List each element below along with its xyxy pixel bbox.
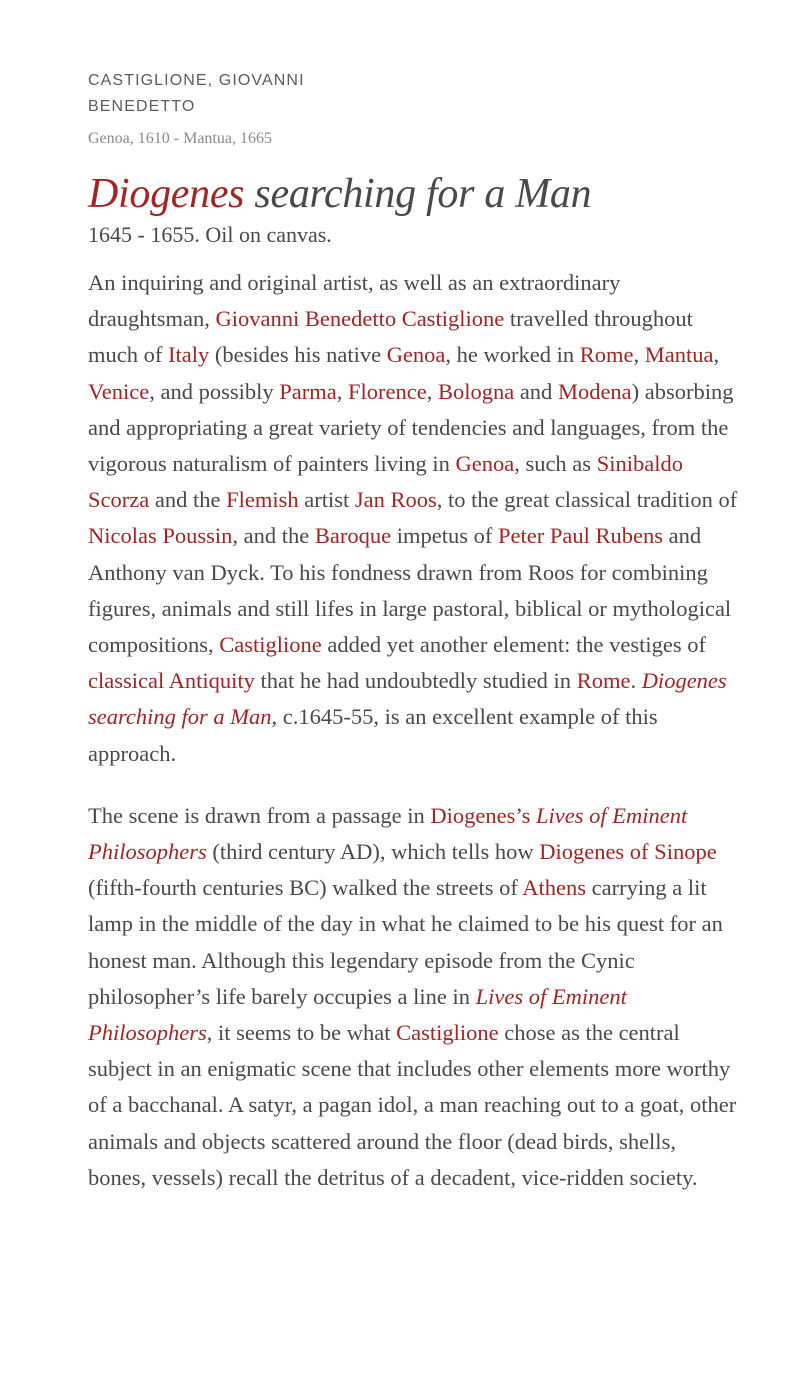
- text: travelled throughout much of: [88, 306, 693, 368]
- text: An inquiring and original artist, as well as an extraordinary draughtsman,: [88, 270, 621, 332]
- text: (besides his native: [209, 342, 387, 368]
- text: .: [630, 668, 642, 694]
- artist-name[interactable]: [88, 68, 368, 120]
- link-jan-roos[interactable]: Jan Roos: [354, 487, 437, 513]
- link-diogenes-searching-for-a-man[interactable]: Diogenes searching for a Man: [88, 668, 727, 730]
- artist-dates: Genoa, 1610 - Mantua, 1665: [88, 130, 272, 147]
- link-lives-of-eminent-philosophers[interactable]: Lives of Eminent Philosophers: [88, 983, 627, 1046]
- text: and: [514, 378, 558, 404]
- artwork-title: [88, 170, 738, 218]
- description-paragraph-2: [88, 798, 738, 1196]
- link-genoa[interactable]: Genoa: [455, 451, 515, 477]
- text: ,: [336, 378, 348, 404]
- link-giovanni-benedetto-castiglione[interactable]: Giovanni Benedetto Castiglione: [215, 306, 505, 332]
- text: chose as the central subject in an enigmatic scene that includes other elements more worthy of a bacchanal. A satyr, a pagan idol, a man reaching out to a goat, other animals and objects scattered around the floor (dead birds, shells, bones, vessels) recall the detritus of a decadent, vice-ridden society.: [88, 1020, 737, 1190]
- text: , and the: [232, 523, 315, 549]
- link-castiglione[interactable]: Castiglione: [396, 1020, 499, 1046]
- artist-name-line1[interactable]: CASTIGLIONE, GIOVANNI: [88, 72, 305, 89]
- link-flemish[interactable]: Flemish: [226, 487, 299, 513]
- text: , he worked in: [445, 342, 580, 368]
- text: , and possibly: [149, 378, 280, 404]
- link-athens[interactable]: Athens: [522, 875, 586, 901]
- text: ) absorbing and appropriating a great variety of tendencies and languages, from the vigorous naturalism of painters living in: [88, 378, 734, 477]
- link-nicolas-poussin[interactable]: Nicolas Poussin: [88, 523, 233, 549]
- text: and Anthony van Dyck. To his fondness drawn from Roos for combining figures, animals and still lifes in large pastoral, biblical or mythological compositions,: [88, 523, 732, 658]
- link-modena[interactable]: Modena: [557, 378, 632, 404]
- link-baroque[interactable]: Baroque: [314, 523, 392, 549]
- title-link-diogenes[interactable]: Diogenes: [88, 171, 245, 217]
- text: ,: [633, 342, 645, 368]
- text: , c.1645-55, is an excellent example of this approach.: [88, 704, 658, 766]
- artwork-entry: [88, 0, 738, 1196]
- description-paragraph-1: [88, 265, 738, 772]
- text: and the: [149, 487, 227, 513]
- link-diogenes[interactable]: Diogenes’s: [430, 802, 531, 828]
- artwork-details: 1645 - 1655. Oil on canvas.: [88, 222, 332, 247]
- link-genoa[interactable]: Genoa: [386, 342, 446, 368]
- link-diogenes-of-sinope[interactable]: Diogenes of Sinope: [539, 839, 717, 865]
- link-parma[interactable]: Parma: [279, 378, 337, 404]
- text: impetus of: [391, 523, 498, 549]
- artist-name-line2[interactable]: BENEDETTO: [88, 98, 196, 115]
- link-mantua[interactable]: Mantua: [644, 342, 714, 368]
- link-classical-antiquity[interactable]: classical Antiquity: [88, 668, 255, 694]
- link-castiglione[interactable]: Castiglione: [219, 632, 322, 658]
- link-venice[interactable]: Venice: [88, 378, 150, 404]
- text: that he had undoubtedly studied in: [254, 668, 577, 694]
- text: , to the great classical tradition of: [436, 487, 738, 513]
- text: carrying a lit lamp in the middle of the day in what he claimed to be his quest for an honest man. Although this legendary episode from the Cynic philosopher’s life barely occupies a line in: [88, 875, 723, 1009]
- text: ,: [713, 342, 720, 368]
- text: (fifth-fourth centuries BC) walked the streets of: [88, 875, 523, 901]
- link-sinibaldo-scorza[interactable]: Sinibaldo Scorza: [88, 451, 683, 513]
- text: , it seems to be what: [206, 1020, 397, 1046]
- text: ,: [426, 378, 438, 404]
- text: (third century AD), which tells how: [206, 839, 540, 865]
- text: The scene is drawn from a passage in: [88, 802, 431, 828]
- link-rome[interactable]: Rome: [576, 668, 631, 694]
- link-rome[interactable]: Rome: [579, 342, 634, 368]
- text: added yet another element: the vestiges of: [321, 632, 707, 658]
- link-peter-paul-rubens[interactable]: Peter Paul Rubens: [497, 523, 663, 549]
- link-lives-of-eminent-philosophers[interactable]: Lives of Eminent Philosophers: [88, 802, 688, 865]
- link-bologna[interactable]: Bologna: [437, 378, 515, 404]
- link-italy[interactable]: Italy: [167, 342, 210, 368]
- title-rest: searching for a Man: [244, 171, 592, 217]
- link-florence[interactable]: Florence: [347, 378, 427, 404]
- text: artist: [298, 487, 355, 513]
- text: , such as: [514, 451, 597, 477]
